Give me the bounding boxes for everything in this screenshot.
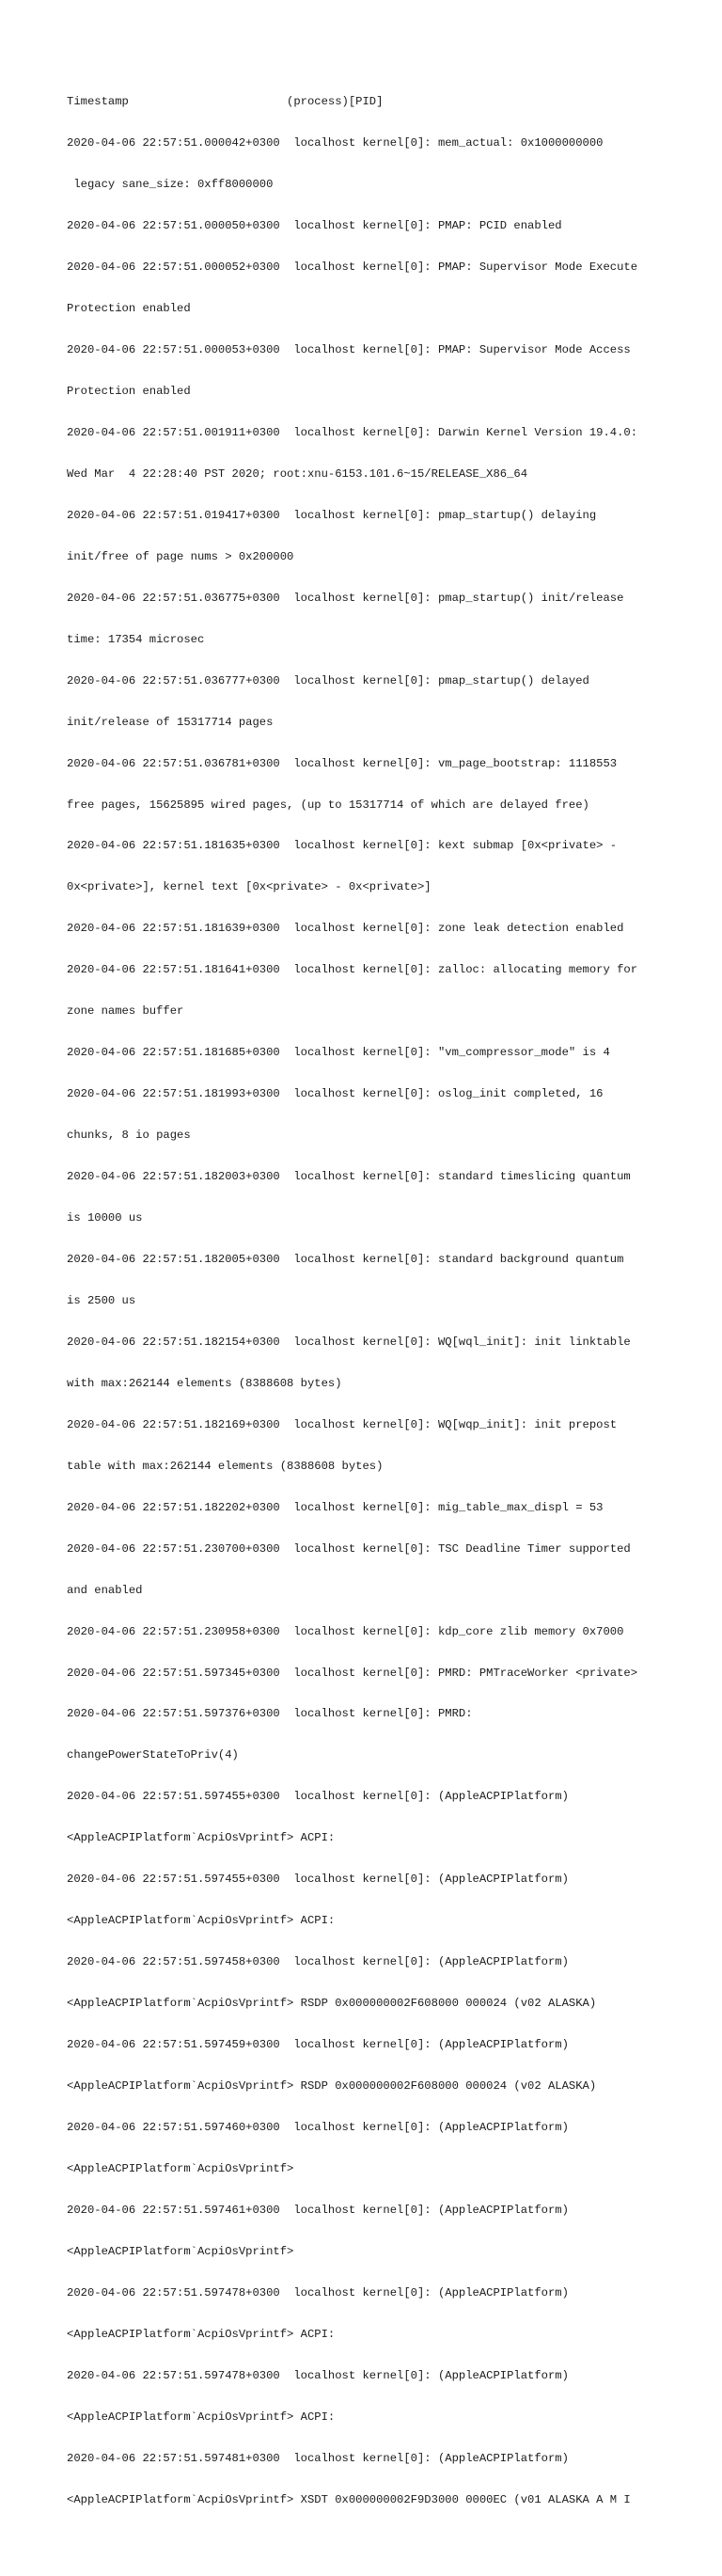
log-line: 2020-04-06 22:57:51.230700+0300 localhost kernel[0]: TSC Deadline Timer supported — [67, 1541, 631, 1556]
log-line: 2020-04-06 22:57:51.036781+0300 localhost kernel[0]: vm_page_bootstrap: 1118553 — [67, 756, 618, 770]
log-line: 2020-04-06 22:57:51.597376+0300 localhost kernel[0]: PMRD: — [67, 1707, 473, 1721]
log-line: init/free of page nums > 0x200000 — [67, 549, 294, 563]
log-line: and enabled — [67, 1583, 143, 1597]
log-line: changePowerStateToPriv(4) — [67, 1748, 239, 1762]
log-line: init/release of 15317714 pages — [67, 715, 274, 729]
log-line: 2020-04-06 22:57:51.597459+0300 localhost kernel[0]: (AppleACPIPlatform) — [67, 2038, 569, 2052]
log-line: chunks, 8 io pages — [67, 1129, 191, 1143]
log-line: <AppleACPIPlatform`AcpiOsVprintf> RSDP 0x000000002F608000 000024 (v02 ALASKA) — [67, 2079, 597, 2094]
log-header-line: Timestamp (process)[PID] — [67, 95, 384, 109]
log-line: 2020-04-06 22:57:51.000053+0300 localhost kernel[0]: PMAP: Supervisor Mode Access — [67, 343, 631, 357]
log-line: 2020-04-06 22:57:51.597460+0300 localhost kernel[0]: (AppleACPIPlatform) — [67, 2121, 569, 2135]
log-line: table with max:262144 elements (8388608 bytes) — [67, 1459, 384, 1473]
log-line: time: 17354 microsec — [67, 632, 205, 646]
log-line: <AppleACPIPlatform`AcpiOsVprintf> ACPI: — [67, 1831, 336, 1845]
log-line: <AppleACPIPlatform`AcpiOsVprintf> ACPI: — [67, 1914, 336, 1928]
log-line: 2020-04-06 22:57:51.597478+0300 localhost kernel[0]: (AppleACPIPlatform) — [67, 2368, 569, 2382]
log-line: 0x<private>], kernel text [0x<private> - 0x<private>] — [67, 880, 432, 894]
log-line: 2020-04-06 22:57:51.181993+0300 localhost kernel[0]: oslog_init completed, 16 — [67, 1087, 604, 1101]
log-line: <AppleACPIPlatform`AcpiOsVprintf> ACPI: — [67, 2327, 336, 2341]
log-line: 2020-04-06 22:57:51.597478+0300 localhost kernel[0]: (AppleACPIPlatform) — [67, 2285, 569, 2299]
log-line: 2020-04-06 22:57:51.182005+0300 localhost kernel[0]: standard background quantum — [67, 1253, 624, 1266]
log-line: 2020-04-06 22:57:51.182169+0300 localhost kernel[0]: WQ[wqp_init]: init prepost — [67, 1417, 618, 1431]
log-line: <AppleACPIPlatform`AcpiOsVprintf> RSDP 0x000000002F608000 000024 (v02 ALASKA) — [67, 1997, 597, 2011]
log-line: 2020-04-06 22:57:51.181685+0300 localhost kernel[0]: "vm_compressor_mode" is 4 — [67, 1046, 610, 1060]
log-line: <AppleACPIPlatform`AcpiOsVprintf> XSDT 0x000000002F9D3000 0000EC (v01 ALASKA A M I — [67, 2492, 631, 2506]
log-line: <AppleACPIPlatform`AcpiOsVprintf> — [67, 2244, 294, 2258]
log-line: 2020-04-06 22:57:51.182202+0300 localhost kernel[0]: mig_table_max_displ = 53 — [67, 1500, 604, 1514]
log-line: 2020-04-06 22:57:51.230958+0300 localhost kernel[0]: kdp_core zlib memory 0x7000 — [67, 1624, 624, 1638]
log-line: 2020-04-06 22:57:51.597455+0300 localhost kernel[0]: (AppleACPIPlatform) — [67, 1790, 569, 1804]
log-line: zone names buffer — [67, 1004, 184, 1019]
log-line: 2020-04-06 22:57:51.036775+0300 localhost kernel[0]: pmap_startup() init/release — [67, 591, 624, 605]
log-line: <AppleACPIPlatform`AcpiOsVprintf> ACPI: — [67, 2410, 336, 2424]
log-line: 2020-04-06 22:57:51.019417+0300 localhost kernel[0]: pmap_startup() delaying — [67, 508, 597, 522]
log-line: with max:262144 elements (8388608 bytes) — [67, 1376, 342, 1390]
log-line: free pages, 15625895 wired pages, (up to 15317714 of which are delayed free) — [67, 798, 589, 812]
log-line: 2020-04-06 22:57:51.597345+0300 localhost kernel[0]: PMRD: PMTraceWorker <private> — [67, 1666, 638, 1680]
log-line: 2020-04-06 22:57:51.181635+0300 localhost kernel[0]: kext submap [0x<private> - — [67, 839, 618, 853]
log-line: 2020-04-06 22:57:51.000052+0300 localhost kernel[0]: PMAP: Supervisor Mode Execute — [67, 261, 638, 275]
log-line: 2020-04-06 22:57:51.000042+0300 localhost kernel[0]: mem_actual: 0x1000000000 — [67, 136, 604, 150]
log-line: 2020-04-06 22:57:51.001911+0300 localhost kernel[0]: Darwin Kernel Version 19.4.0: — [67, 425, 638, 439]
log-line: legacy sane_size: 0xff8000000 — [67, 178, 274, 192]
log-line — [67, 2535, 668, 2549]
log-line: <AppleACPIPlatform`AcpiOsVprintf> — [67, 2161, 294, 2175]
log-line: Protection enabled — [67, 302, 191, 316]
log-line: 2020-04-06 22:57:51.000050+0300 localhost kernel[0]: PMAP: PCID enabled — [67, 219, 562, 233]
log-line: 2020-04-06 22:57:51.597461+0300 localhost kernel[0]: (AppleACPIPlatform) — [67, 2203, 569, 2217]
log-line: 2020-04-06 22:57:51.597458+0300 localhost kernel[0]: (AppleACPIPlatform) — [67, 1955, 569, 1969]
log-line: 2020-04-06 22:57:51.181641+0300 localhost kernel[0]: zalloc: allocating memory for — [67, 963, 638, 977]
log-line: Protection enabled — [67, 384, 191, 398]
log-line: 2020-04-06 22:57:51.036777+0300 localhost kernel[0]: pmap_startup() delayed — [67, 673, 589, 687]
log-line: is 10000 us — [67, 1211, 143, 1225]
log-line: 2020-04-06 22:57:51.597481+0300 localhost kernel[0]: (AppleACPIPlatform) — [67, 2451, 569, 2465]
log-line: 2020-04-06 22:57:51.181639+0300 localhost kernel[0]: zone leak detection enabled — [67, 922, 624, 936]
log-line: Wed Mar 4 22:28:40 PST 2020; root:xnu-6153.101.6~15/RELEASE_X86_64 — [67, 466, 528, 481]
log-line: 2020-04-06 22:57:51.182003+0300 localhost kernel[0]: standard timeslicing quantum — [67, 1170, 631, 1184]
log-line: is 2500 us — [67, 1293, 136, 1307]
log-text-block — [67, 68, 668, 2576]
log-line: 2020-04-06 22:57:51.597455+0300 localhost kernel[0]: (AppleACPIPlatform) — [67, 1873, 569, 1887]
log-line: 2020-04-06 22:57:51.182154+0300 localhost kernel[0]: WQ[wql_init]: init linktable — [67, 1335, 631, 1349]
